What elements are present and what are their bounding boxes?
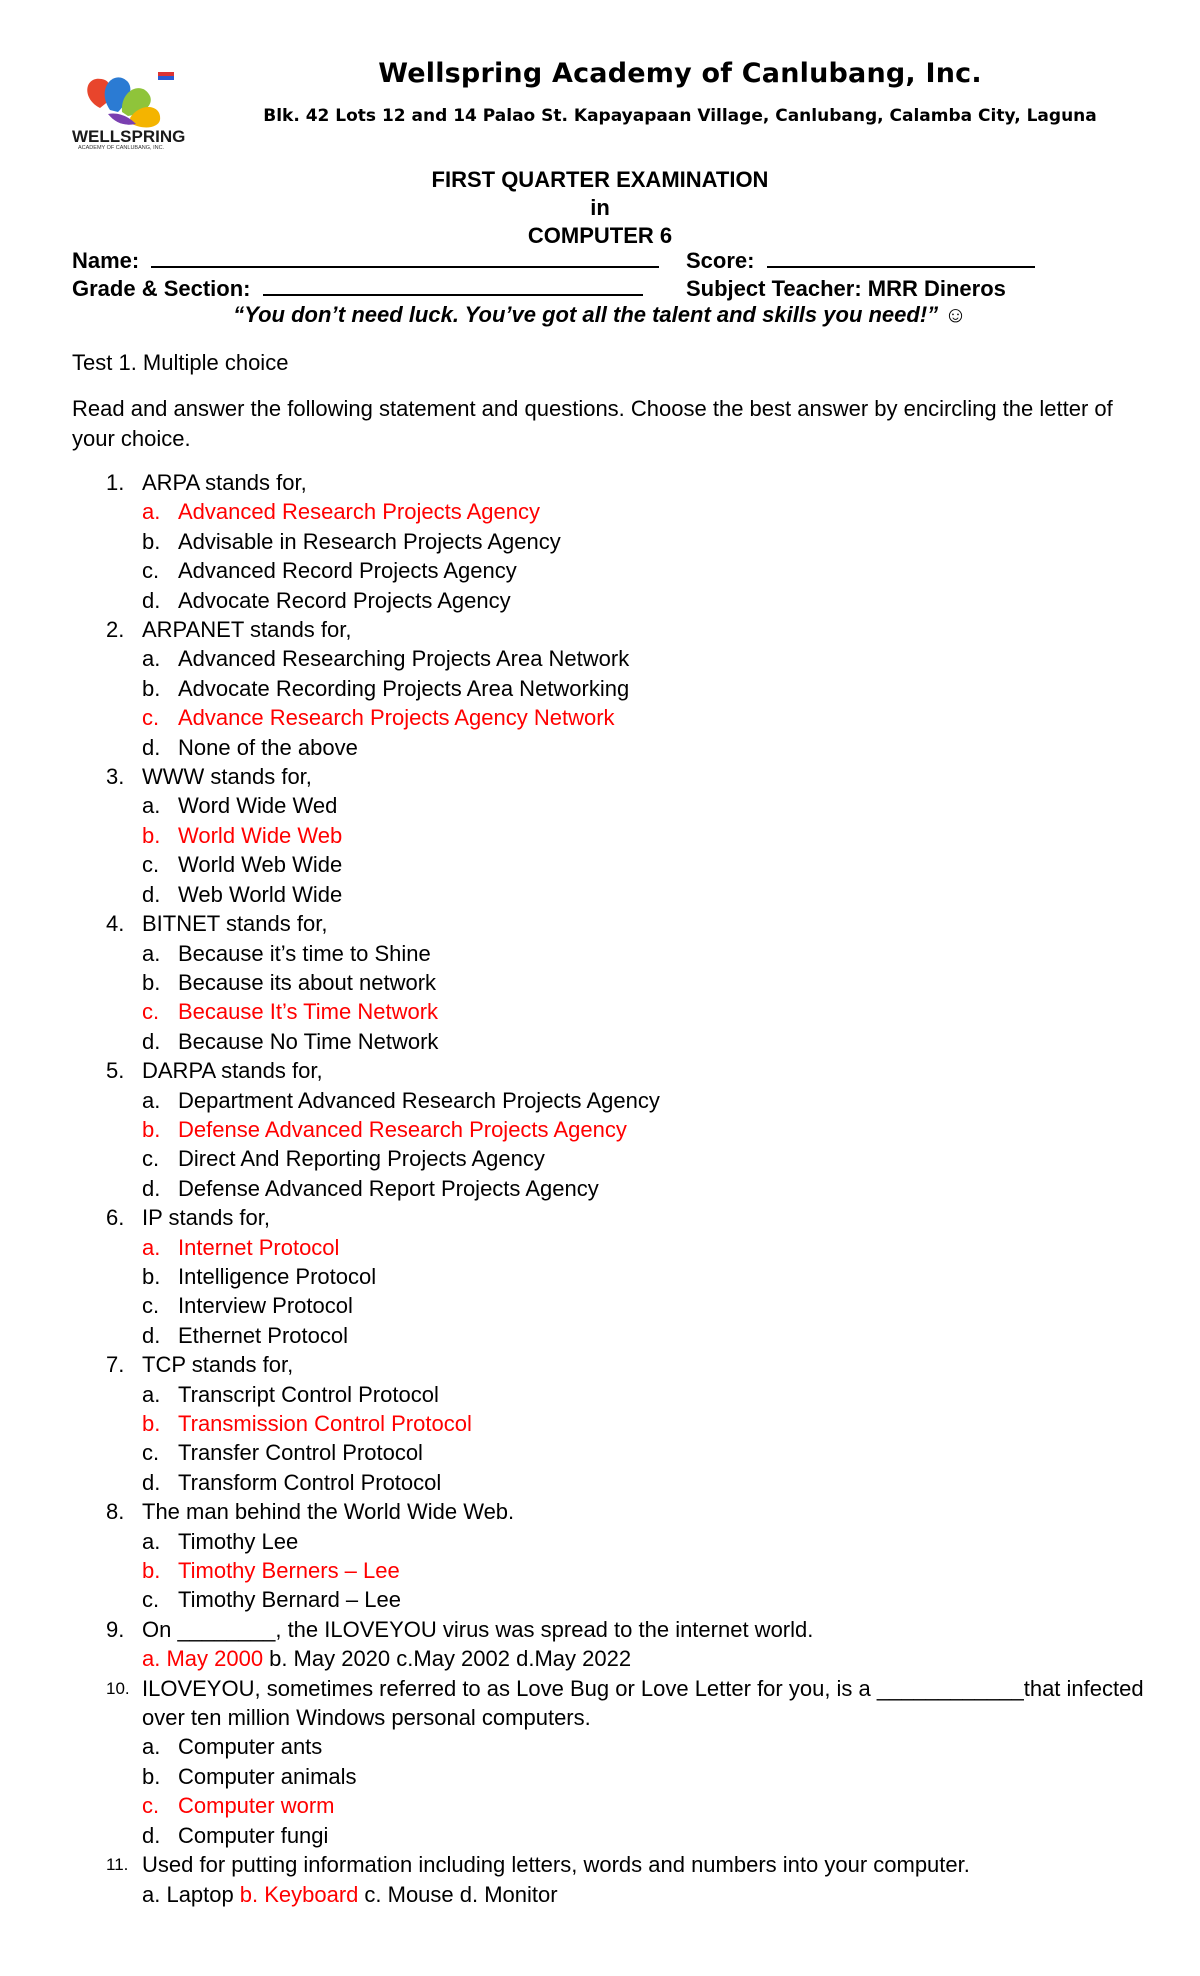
option-text: Transmission Control Protocol [178, 1411, 472, 1436]
answer-option[interactable] [72, 850, 1152, 879]
question-number: 10. [106, 1678, 130, 1698]
exam-title [60, 166, 1140, 250]
score-row [686, 248, 1035, 274]
option-text: Transfer Control Protocol [178, 1440, 423, 1466]
option-letter: d. [142, 1028, 161, 1054]
school-address: Blk. 42 Lots 12 and 14 Palao St. Kapayapaan Village, Canlubang, Calamba City, Laguna [263, 106, 1097, 126]
option-letter: b. [142, 1116, 161, 1142]
inline-answer-options [72, 1644, 1152, 1673]
question [72, 468, 1152, 497]
option-text: None of the above [178, 734, 358, 760]
question-list [72, 468, 1152, 1909]
question [72, 1350, 1152, 1379]
option-text: Department Advanced Research Projects Agency [178, 1087, 660, 1113]
question-number: 11. [106, 1855, 129, 1875]
question-number: 7. [106, 1352, 125, 1378]
answer-option[interactable] [72, 1086, 1152, 1115]
score-blank[interactable] [767, 248, 1035, 268]
answer-option[interactable] [72, 1732, 1152, 1761]
option-text: Interview Protocol [178, 1293, 353, 1319]
answer-option[interactable] [72, 1321, 1152, 1350]
answer-option[interactable] [72, 527, 1152, 556]
option-letter: b. [142, 1263, 161, 1289]
option-text: Defense Advanced Report Projects Agency [178, 1175, 599, 1201]
answer-option[interactable] [72, 644, 1152, 673]
inline-answer-options [72, 1880, 1152, 1909]
option-letter: c. [142, 1793, 160, 1819]
option-letter: a. [142, 1734, 161, 1760]
answer-option[interactable] [72, 1791, 1152, 1820]
grade-blank[interactable] [263, 276, 643, 296]
answer-option[interactable] [72, 1527, 1152, 1556]
option-letter: d. [142, 881, 161, 907]
answer-option[interactable]: b. May 2020 c.May 2002 d.May 2022 [269, 1646, 632, 1672]
option-letter: c. [142, 1293, 160, 1319]
option-letter: b. [142, 1558, 161, 1584]
question-text: DARPA stands for, [142, 1058, 323, 1084]
name-row [72, 248, 659, 274]
option-letter: a. [142, 1087, 161, 1113]
answer-option[interactable] [72, 1438, 1152, 1467]
option-letter: a. [142, 1381, 161, 1407]
option-letter: d. [142, 734, 161, 760]
answer-option[interactable] [72, 1291, 1152, 1320]
answer-option[interactable] [72, 556, 1152, 585]
question-text: WWW stands for, [142, 764, 312, 790]
exam-title-line1: FIRST QUARTER EXAMINATION [431, 167, 769, 192]
question [72, 1615, 1152, 1644]
name-blank[interactable] [151, 248, 659, 268]
answer-option[interactable] [72, 1262, 1152, 1291]
question [72, 762, 1152, 791]
answer-option[interactable]: a. May 2000 [142, 1646, 264, 1672]
answer-option[interactable] [72, 497, 1152, 526]
option-letter: d. [142, 1469, 161, 1495]
option-letter: b. [142, 1411, 161, 1436]
option-text: Because It’s Time Network [178, 999, 439, 1025]
option-letter: b. [142, 675, 161, 701]
option-letter: c. [142, 852, 160, 878]
answer-option[interactable] [72, 1468, 1152, 1497]
question-number: 6. [106, 1205, 125, 1231]
option-text: World Wide Web [178, 822, 343, 848]
question-text: ILOVEYOU, sometimes referred to as Love Bug or Love Letter for you, is a ____________that infected over ten million Windows personal computers. [142, 1675, 1144, 1731]
option-letter: a. [142, 646, 161, 672]
answer-option[interactable] [72, 586, 1152, 615]
question-number: 4. [106, 911, 125, 937]
question-number: 5. [106, 1058, 125, 1084]
exam-title-line3: COMPUTER 6 [527, 223, 673, 248]
question-text: TCP stands for, [142, 1352, 294, 1378]
option-letter: d. [142, 1322, 161, 1348]
option-letter: c. [142, 558, 160, 584]
option-text: Computer fungi [178, 1822, 329, 1848]
grade-label: Grade & Section: [72, 276, 251, 301]
question [72, 1056, 1152, 1085]
question [72, 909, 1152, 938]
option-text: Computer worm [178, 1793, 335, 1819]
test-title: Test 1. Multiple choice [72, 350, 289, 375]
test-instructions: Read and answer the following statement and questions. Choose the best answer by encircling the letter of your choice. [72, 396, 1113, 451]
grade-row [72, 276, 643, 302]
option-letter: b. [142, 822, 161, 848]
answer-option[interactable] [72, 1585, 1152, 1614]
score-label: Score: [686, 248, 755, 273]
school-name: Wellspring Academy of Canlubang, Inc. [378, 58, 982, 89]
option-letter: d. [142, 587, 161, 613]
question-number: 1. [106, 470, 125, 495]
question-text: BITNET stands for, [142, 911, 328, 937]
option-text: Because its about network [178, 969, 437, 995]
option-text: Computer animals [178, 1763, 357, 1789]
option-letter: a. [142, 1234, 161, 1260]
option-letter: c. [142, 1587, 160, 1613]
question-text: ARPA stands for, [142, 470, 307, 495]
option-text: Advance Research Projects Agency Network [178, 705, 615, 731]
answer-option[interactable] [72, 703, 1152, 732]
logo-subtext: ACADEMY OF CANLUBANG, INC. [78, 145, 165, 150]
option-letter: a. [142, 793, 161, 819]
question-text: IP stands for, [142, 1205, 271, 1231]
option-text: Timothy Lee [178, 1528, 299, 1554]
option-letter: a. [142, 499, 161, 525]
answer-option[interactable] [72, 674, 1152, 703]
answer-option[interactable] [72, 1762, 1152, 1791]
question [72, 1203, 1152, 1232]
motivational-quote: “You don’t need luck. You’ve got all the talent and skills you need!” ☺ [233, 302, 967, 327]
answer-option[interactable] [72, 997, 1152, 1026]
option-letter: c. [142, 999, 160, 1025]
answer-option[interactable] [72, 1409, 1152, 1438]
option-text: Direct And Reporting Projects Agency [178, 1146, 545, 1172]
question-text: The man behind the World Wide Web. [142, 1499, 515, 1525]
question-number: 3. [106, 764, 125, 790]
question-text: Used for putting information including letters, words and numbers into your computer. [142, 1852, 970, 1878]
answer-option[interactable] [72, 821, 1152, 850]
answer-option[interactable] [72, 1380, 1152, 1409]
exam-title-line2: in [590, 195, 610, 220]
question [72, 1850, 1152, 1879]
answer-option[interactable] [72, 880, 1152, 909]
school-logo [70, 68, 200, 150]
option-text: Intelligence Protocol [178, 1263, 377, 1289]
option-letter: b. [142, 528, 161, 554]
question-number: 2. [106, 617, 125, 643]
option-text: Advocate Record Projects Agency [178, 587, 511, 613]
answer-option[interactable]: a. Laptop [142, 1881, 234, 1907]
answer-option[interactable] [72, 1027, 1152, 1056]
logo-graphic [70, 68, 200, 150]
option-text: Word Wide Wed [178, 793, 338, 819]
answer-option[interactable] [72, 1115, 1152, 1144]
option-text: Ethernet Protocol [178, 1322, 348, 1348]
option-text: Advanced Record Projects Agency [178, 558, 517, 584]
teacher-label: Subject Teacher: MRR Dineros [686, 276, 1006, 301]
answer-option[interactable]: b. Keyboard [239, 1881, 359, 1907]
option-text: Because it’s time to Shine [178, 940, 431, 966]
question [72, 1497, 1152, 1526]
question-number: 9. [106, 1616, 125, 1642]
option-text: Advanced Research Projects Agency [178, 499, 540, 525]
option-text: Advisable in Research Projects Agency [178, 528, 561, 554]
question [72, 1674, 1152, 1733]
question-text: On ________, the ILOVEYOU virus was spread to the internet world. [142, 1616, 814, 1642]
logo-text: WELLSPRING [72, 127, 186, 146]
answer-option[interactable] [72, 791, 1152, 820]
question-text: ARPANET stands for, [142, 617, 352, 643]
option-text: Defense Advanced Research Projects Agency [178, 1116, 627, 1142]
answer-option[interactable] [72, 733, 1152, 762]
answer-option[interactable] [72, 1556, 1152, 1585]
option-text: World Web Wide [178, 852, 343, 878]
option-text: Transcript Control Protocol [178, 1381, 439, 1407]
answer-option[interactable] [72, 1233, 1152, 1262]
option-text: Internet Protocol [178, 1234, 340, 1260]
option-letter: c. [142, 1440, 160, 1466]
question-number: 8. [106, 1499, 125, 1525]
option-text: Web World Wide [178, 881, 343, 907]
option-text: Timothy Bernard – Lee [178, 1587, 401, 1613]
option-letter: d. [142, 1175, 161, 1201]
option-text: Advanced Researching Projects Area Network [178, 646, 630, 672]
answer-option[interactable] [72, 1821, 1152, 1850]
name-label: Name: [72, 248, 140, 273]
option-text: Advocate Recording Projects Area Networking [178, 675, 630, 701]
answer-option[interactable] [72, 1144, 1152, 1173]
question [72, 615, 1152, 644]
option-letter: d. [142, 1822, 161, 1848]
option-letter: a. [142, 1528, 161, 1554]
option-letter: c. [142, 705, 160, 731]
option-text: Because No Time Network [178, 1028, 439, 1054]
answer-option[interactable] [72, 939, 1152, 968]
option-text: Transform Control Protocol [178, 1469, 442, 1495]
option-text: Computer ants [178, 1734, 323, 1760]
answer-option[interactable] [72, 968, 1152, 997]
option-letter: b. [142, 1763, 161, 1789]
option-letter: c. [142, 1146, 160, 1172]
answer-option[interactable]: c. Mouse d. Monitor [364, 1881, 558, 1907]
option-text: Timothy Berners – Lee [178, 1558, 400, 1584]
option-letter: a. [142, 940, 161, 966]
answer-option[interactable] [72, 1174, 1152, 1203]
option-letter: b. [142, 969, 161, 995]
